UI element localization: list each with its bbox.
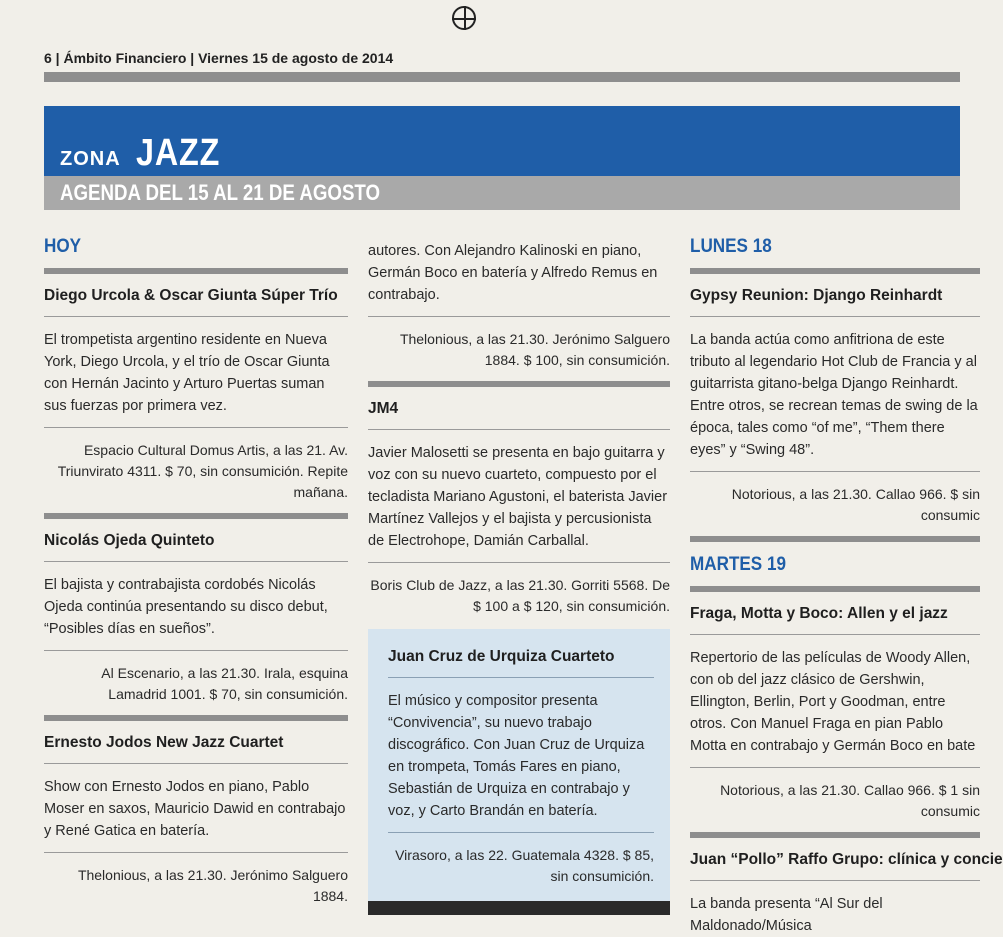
day-heading: MARTES 19 — [690, 554, 786, 575]
registration-mark-icon — [452, 6, 476, 30]
event-title: Juan “Pollo” Raffo Grupo: clínica y concie — [690, 851, 1003, 868]
event-venue: Thelonious, a las 21.30. Jerónimo Salguero 1884. $ 100, sin consumición. — [399, 331, 670, 368]
event-title: JM4 — [368, 400, 399, 417]
event-description: Show con Ernesto Jodos en piano, Pablo Moser en saxos, Mauricio Dawid en contrabajo y René Gatica en batería. — [44, 779, 346, 839]
divider — [690, 471, 980, 472]
event-description: Repertorio de las películas de Woody Allen, con ob del jazz clásico de Gershwin, Ellington, Berlin, Port y Goodman, entre otros. Con Manuel Fraga en pian Pablo Motta en contrabajo y Germán Boco en bate — [690, 650, 976, 754]
column-3 — [690, 228, 1003, 937]
divider — [690, 268, 980, 274]
column-2 — [368, 240, 670, 915]
divider — [44, 650, 348, 651]
event-title: Gypsy Reunion: Django Reinhardt — [690, 287, 943, 304]
event-venue: Al Escenario, a las 21.30. Irala, esquina Lamadrid 1001. $ 70, sin consumición. — [101, 665, 348, 702]
divider — [368, 429, 670, 430]
divider — [44, 561, 348, 562]
event-description: La banda actúa como anfitriona de este tributo al legendario Hot Club de Francia y al guitarrista gitano-belga Django Reinhardt. Entre otros, se recrean temas de swing de la época, tales como “of me”, “Them there eyes” y “Swing 48”. — [690, 332, 978, 458]
event-description: El músico y compositor presenta “Convivencia”, su nuevo trabajo discográfico. Con Juan Cruz de Urquiza en trompeta, Tomás Fares en piano, Sebastián de Urquiza en contrabajo y voz, y Carto Brandán en batería. — [388, 693, 645, 819]
divider — [44, 268, 348, 274]
photo — [368, 901, 670, 915]
divider — [690, 316, 980, 317]
divider — [44, 715, 348, 721]
event-venue: Boris Club de Jazz, a las 21.30. Gorriti 5568. De $ 100 a $ 120, sin consumición. — [370, 577, 670, 614]
section-title: JAZZ — [136, 132, 221, 174]
highlight-box — [368, 629, 670, 901]
divider — [44, 852, 348, 853]
divider — [388, 677, 654, 678]
event-description: La banda presenta “Al Sur del Maldonado/Música — [690, 896, 883, 934]
event-title: Juan Cruz de Urquiza Cuarteto — [388, 648, 615, 665]
divider — [690, 536, 980, 542]
divider — [690, 767, 980, 768]
event-venue: Virasoro, a las 22. Guatemala 4328. $ 85, sin consumición. — [395, 847, 654, 884]
divider — [44, 316, 348, 317]
agenda-subtitle: AGENDA DEL 15 AL 21 DE AGOSTO — [60, 180, 381, 205]
day-heading: HOY — [44, 236, 82, 257]
event-title: Diego Urcola & Oscar Giunta Súper Trío — [44, 287, 338, 304]
divider — [690, 634, 980, 635]
divider — [690, 880, 980, 881]
event-venue: Notorious, a las 21.30. Callao 966. $ 1 sin consumic — [720, 782, 980, 819]
event-venue: Thelonious, a las 21.30. Jerónimo Salguero 1884. — [77, 867, 348, 904]
divider — [690, 586, 980, 592]
page-folio: 6 | Ámbito Financiero | Viernes 15 de agosto de 2014 — [44, 50, 394, 66]
event-description: El trompetista argentino residente en Nueva York, Diego Urcola, y el trío de Oscar Giunta con Hernán Jacinto y Arturo Puertas suman sus fuerzas por primera vez. — [44, 332, 330, 414]
event-title: Fraga, Motta y Boco: Allen y el jazz — [690, 605, 948, 622]
top-rule — [44, 72, 960, 82]
section-prefix: ZONA — [60, 148, 121, 170]
event-title: Nicolás Ojeda Quinteto — [44, 532, 215, 549]
event-description: Javier Malosetti se presenta en bajo guitarra y voz con su nuevo cuarteto, compuesto por el tecladista Mariano Agustoni, el baterista Javier Martínez Vallejos y el bajista y percusionista de Electrohope, Damián Carballal. — [368, 445, 668, 549]
divider — [44, 763, 348, 764]
column-1 — [44, 228, 348, 907]
divider — [368, 381, 670, 387]
divider — [368, 316, 670, 317]
divider — [690, 832, 980, 838]
event-venue: Notorious, a las 21.30. Callao 966. $ sin consumic — [731, 486, 980, 523]
divider — [44, 513, 348, 519]
day-heading: LUNES 18 — [690, 236, 772, 257]
event-description: El bajista y contrabajista cordobés Nicolás Ojeda continúa presentando su disco debut, “Posibles días en sueños”. — [44, 577, 328, 637]
divider — [368, 562, 670, 563]
event-venue: Espacio Cultural Domus Artis, a las 21. Av. Triunvirato 4311. $ 70, sin consumición. Repite mañana. — [57, 442, 348, 500]
event-description-continued: autores. Con Alejandro Kalinoski en piano, Germán Boco en batería y Alfredo Remus en contrabajo. — [368, 243, 658, 303]
divider — [388, 832, 654, 833]
divider — [44, 427, 348, 428]
event-title: Ernesto Jodos New Jazz Cuartet — [44, 734, 284, 751]
